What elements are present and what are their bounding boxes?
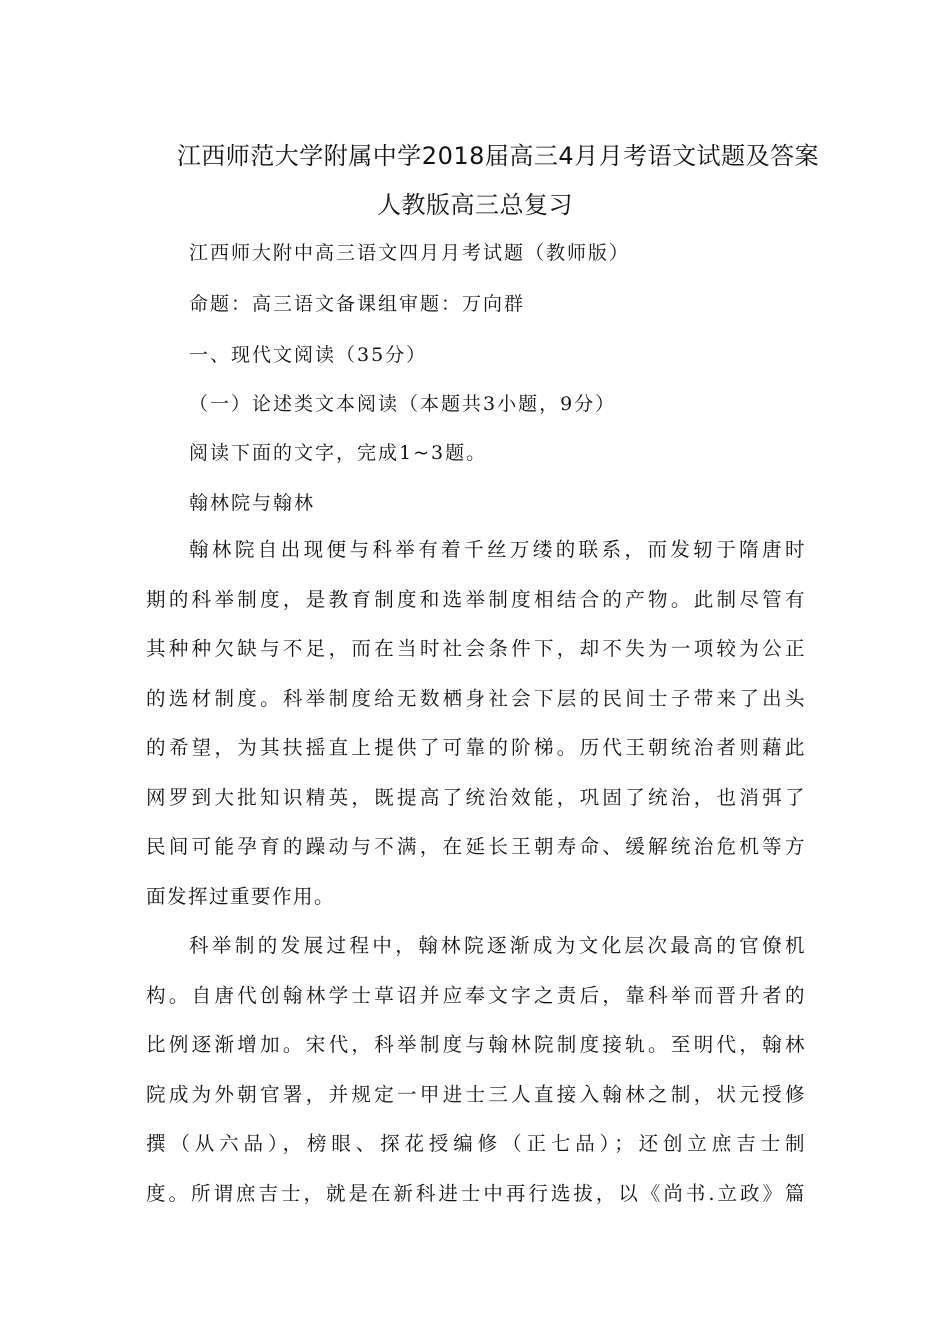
article-title: 翰林院与翰林 (189, 492, 316, 514)
paragraph-line: 面发挥过重要作用。 (146, 884, 336, 908)
reading-instruction: 阅读下面的文字，完成1~3题。 (189, 442, 488, 464)
paragraph-line: 的选材制度。科举制度给无数栖身社会下层的民间士子带来了出头 (146, 686, 806, 710)
paragraph-line: 期的科举制度，是教育制度和选举制度相结合的产物。此制尽管有 (146, 587, 806, 611)
paragraph-line: 网罗到大批知识精英，既提高了统治效能，巩固了统治，也消弭了 (146, 785, 806, 809)
article-paragraph-2 (146, 921, 806, 1218)
paragraph-line: 其种种欠缺与不足，而在当时社会条件下，却不失为一项较为公正 (146, 637, 806, 660)
subsection-heading: （一）论述类文本阅读（本题共3小题，9分） (189, 393, 617, 415)
paragraph-line: 构。自唐代创翰林学士草诏并应奉文字之责后，靠科举而晋升者的 (146, 983, 806, 1007)
document-title-line2: 人教版高三总复习 (377, 191, 573, 219)
paragraph-line: 度。所谓庶吉士，就是在新科进士中再行选拔，以《尚书.立政》篇 (146, 1181, 806, 1205)
exam-subtitle: 江西师大附中高三语文四月月考试题（教师版） (189, 242, 631, 264)
paragraph-line: 翰林院自出现便与科举有着千丝万缕的联系，而发轫于隋唐时 (189, 538, 806, 561)
paragraph-line: 比例逐渐增加。宋代，科举制度与翰林院制度接轨。至明代，翰林 (146, 1033, 806, 1056)
paragraph-line: 撰（从六品），榜眼、探花授编修（正七品）；还创立庶吉士制 (146, 1132, 806, 1155)
exam-authors: 命题：高三语文备课组审题：万向群 (189, 293, 526, 315)
paragraph-line: 院成为外朝官署，并规定一甲进士三人直接入翰林之制，状元授修 (146, 1082, 806, 1106)
article-paragraph-1 (146, 525, 806, 921)
paragraph-line: 的希望，为其扶摇直上提供了可靠的阶梯。历代王朝统治者则藉此 (146, 736, 806, 759)
paragraph-line: 科举制的发展过程中，翰林院逐渐成为文化层次最高的官僚机 (189, 934, 806, 957)
section-heading: 一、现代文阅读（35分） (189, 344, 428, 366)
document-title-line1: 江西师范大学附属中学2018届高三4月月考语文试题及答案 (176, 142, 820, 170)
paragraph-line: 民间可能孕育的躁动与不满，在延长王朝寿命、缓解统治危机等方 (146, 835, 806, 858)
